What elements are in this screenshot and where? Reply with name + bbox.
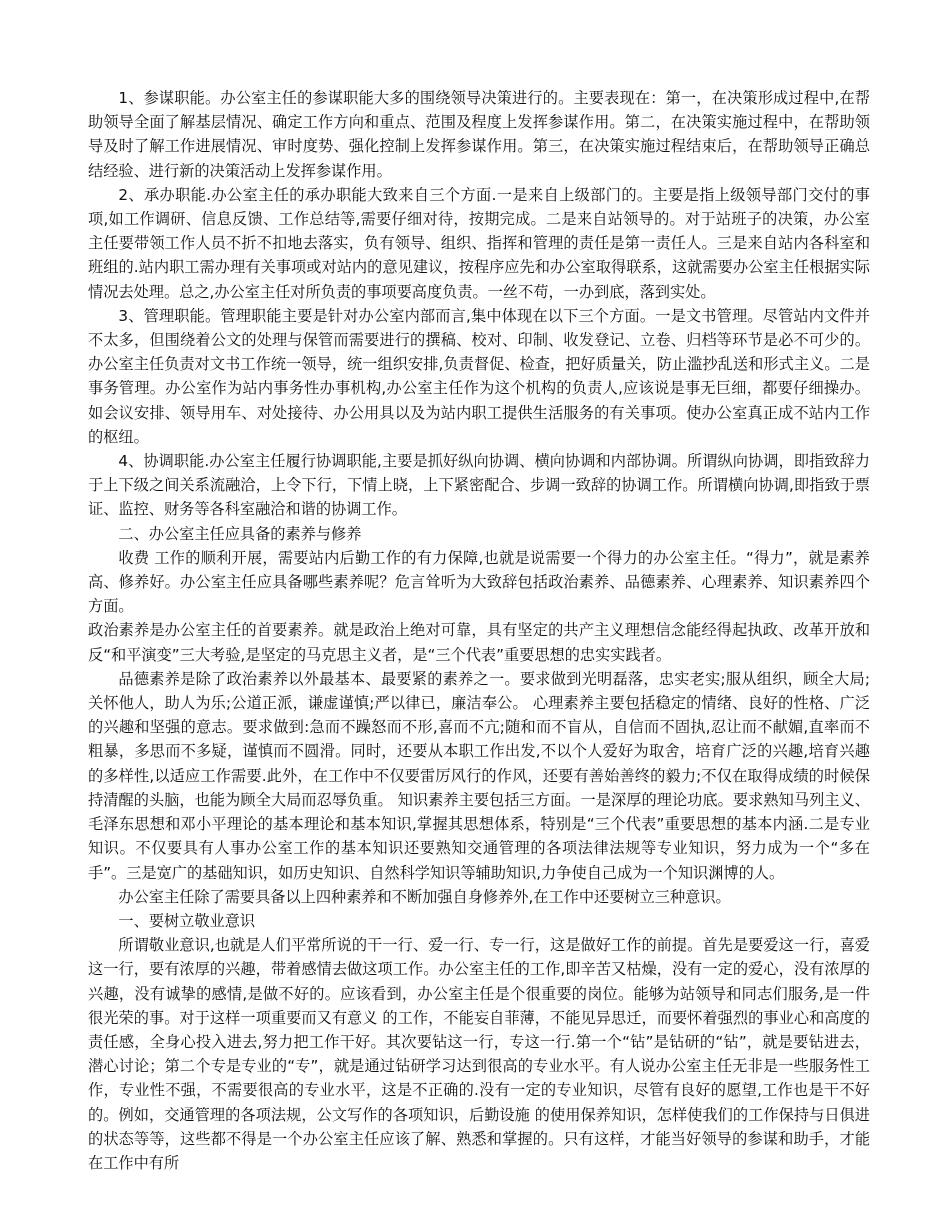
paragraph-three-awareness: 办公室主任除了需要具备以上四种素养和不断加强自身修养外,在工作中还要树立三种意识。 [118, 887, 731, 906]
paragraph-undertaking-function: 2、承办职能.办公室主任的承办职能大致来自三个方面.一是来自上级部门的。主要是指上级领导部门交付的事项,如工作调研、信息反馈、工作总结等,需要仔细对待，按期完成。二是来自站领导的。对于站班子的决策，办公室主任要带领工作人员不折不扣地去落实，负有领导、组织、指挥和管理的责任是第一责任人。三是来自站内各科室和班组的.站内职工需办理有关事项或对站内的意见建议，按程序应先和办公室取得联系，这就需要办公室主任根据实际情况去处理。总之,办公室主任对所负责的事项要高度负责。一丝不苟，一办到底，落到实处。 [88, 185, 870, 301]
paragraph-management-function: 3、管理职能。管理职能主要是针对办公室内部而言,集中体现在以下三个方面。一是文书管理。尽管站内文件并不太多，但围绕着公文的处理与保管而需要进行的撰稿、校对、印制、收发登记、立卷、归档等环节是必不可少的。办公室主任负责对文书工作统一领导，统一组织安排,负责督促、检查，把好质量关，防止滥抄乱送和形式主义。二是事务管理。办公室作为站内事务性办事机构,办公室主任作为这个机构的负责人,应该说是事无巨细，都要仔细操办。如会议安排、领导用车、对处接待、办公用具以及为站内职工提供生活服务的有关事项。使办公室真正成不站内工作的枢纽。 [88, 306, 870, 446]
paragraph-moral-psych-knowledge: 品德素养是除了政治素养以外最基本、最要紧的素养之一。要求做到光明磊落，忠实老实;服从组织，顾全大局;关怀他人，助人为乐;公道正派，谦虚谨慎;严以律已，廉洁奉公。 心理素养主要包括稳定的情绪、良好的性格、广泛的兴趣和坚强的意志。要求做到:急而不躁怒而不形,喜而不亢;随和而不盲从，自信而不固执,忍让而不献媚,直率而不粗暴，多思而不多疑，谨慎而不圆滑。同时，还要从本职工作出发,不以个人爱好为取舍，培育广泛的兴趣,培育兴趣的多样性,以适应工作需要.此外，在工作中不仅要雷厉风行的作风，还要有善始善终的毅力;不仅在取得成绩的时候保持清醒的头脑，也能为顾全大局而忍辱负重。 知识素养主要包括三方面。一是深厚的理论功底。要求熟知马列主义、毛泽东思想和邓小平理论的基本理论和基本知识,掌握其思想体系，特别是“三个代表”重要思想的基本内涵.二是专业知识。不仅要具有人事办公室工作的基本知识还要熟知交通管理的各项法律法规等专业知识，努力成为一个“多在手”。三是宽广的基础知识，如历史知识、自然科学知识等辅助知识,力争使自己成为一个知识渊博的人。 [88, 669, 870, 882]
paragraph-advisory-function: 1、参谋职能。办公室主任的参谋职能大多的围绕领导决策进行的。主要表现在：第一，在决策形成过程中,在帮助领导全面了解基层情况、确定工作方向和重点、范围及程度上发挥参谋作用。第二，在决策实施过程中，在帮助领导及时了解工作进展情况、审时度势、强化控制上发挥参谋作用。第三，在决策实施过程结束后，在帮助领导正确总结经验、进行新的决策活动上发挥参谋作用。 [88, 89, 870, 180]
paragraph-coordination-function: 4、协调职能.办公室主任履行协调职能,主要是抓好纵向协调、横向协调和内部协调。所谓纵向协调，即指致辞力于上下级之间关系流融洽，上令下行，下情上晓，上下紧密配合、步调一致辞的协调工作。所谓横向协调,即指致于票证、监控、财务等各科室融洽和谐的协调工作。 [88, 452, 870, 519]
paragraph-qualities-intro: 收费 工作的顺利开展，需要站内后勤工作的有力保障,也就是说需要一个得力的办公室主任。“得力”，就是素养高、修养好。办公室主任应具备哪些素养呢？危言耸听为大致辞包括政治素养、品德素养、心理素养、知识素养四个方面。 [88, 548, 870, 616]
paragraph-political-quality: 政治素养是办公室主任的首要素养。就是政治上绝对可靠，具有坚定的共产主义理想信念能经得起执政、改革开放和反“和平演变”三大考验,是坚定的马克思主义者，是“三个代表”重要思想的忠实实践者。 [88, 621, 870, 664]
paragraph-dedication: 所谓敬业意识,也就是人们平常所说的干一行、爱一行、专一行，这是做好工作的前提。首先是要爱这一行，喜爱这一行，要有浓厚的兴趣，带着感情去做这项工作。办公室主任的工作,即辛苦又枯燥，没有一定的爱心，没有浓厚的兴趣，没有诚挚的感情,是做不好的。应该看到，办公室主任是个很重要的岗位。能够为站领导和同志们服务,是一件很光荣的事。对于这样一项重要而又有意义 的工作，不能妄自菲薄，不能见异思迁，而要怀着强烈的事业心和高度的责任感，全身心投入进去,努力把工作干好。其次要钻这一行，专这一行.第一个“钻”是钻研的“钻”，就是要钻进去，潜心讨论；第二个专是专业的“专”，就是通过钻研学习达到很高的专业水平。有人说办公室主任无非是一些服务性工作，专业性不强，不需要很高的专业水平，这是不正确的.没有一定的专业知识，尽管有良好的愿望,工作也是干不好的。例如，交通管理的各项法规，公文写作的各项知识，后勤设施 的使用保养知识，怎样使我们的工作保持与日俱进的状态等等，这些都不得是一个办公室主任应该了解、熟悉和掌握的。只有这样，才能当好领导的参谋和助手，才能在工作中有所 [88, 936, 870, 1172]
section-heading-qualities: 二、办公室主任应具备的素养与修养 [118, 524, 362, 543]
section-heading-dedication: 一、要树立敬业意识 [118, 911, 256, 930]
document-body [88, 86, 870, 1175]
